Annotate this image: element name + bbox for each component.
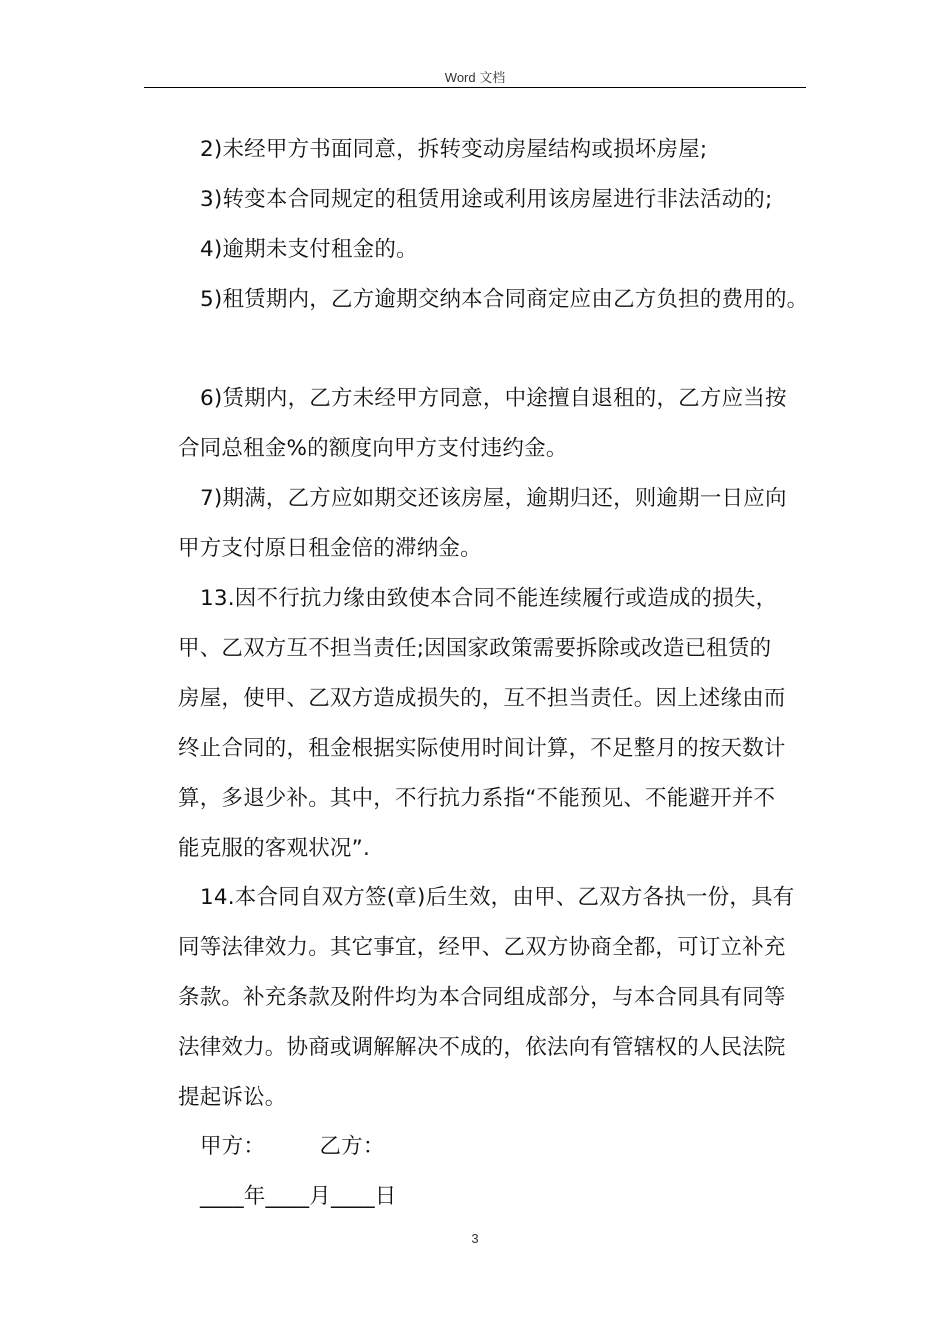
paragraph-line: 甲方支付原日租金倍的滞纳金。: [178, 536, 482, 561]
page-number: 3: [471, 1231, 479, 1246]
paragraph-line: 提起诉讼。: [178, 1085, 287, 1110]
paragraph-line: 13.因不行抗力缘由致使本合同不能连续履行或造成的损失，: [200, 586, 778, 611]
paragraph-line: 算，多退少补。其中，不行抗力系指“不能预见、不能避开并不: [178, 786, 776, 811]
paragraph-line: 3)转变本合同规定的租赁用途或利用该房屋进行非法活动的;: [200, 187, 773, 212]
paragraph-line: 法律效力。协商或调解解决不成的，依法向有管辖权的人民法院: [178, 1035, 786, 1060]
paragraph-line: 条款。补充条款及附件均为本合同组成部分，与本合同具有同等: [178, 985, 786, 1010]
signature-date: ____年____月____日: [200, 1184, 397, 1209]
paragraph-line: 房屋，使甲、乙双方造成损失的，互不担当责任。因上述缘由而: [178, 686, 786, 711]
paragraph-line: 7)期满，乙方应如期交还该房屋，逾期归还，则逾期一日应向: [200, 486, 787, 511]
paragraph-line: 能克服的客观状况”.: [178, 836, 370, 861]
paragraph-line: 6)赁期内，乙方未经甲方同意，中途擅自退租的，乙方应当按: [200, 386, 787, 411]
paragraph-line: 14.本合同自双方签(章)后生效，由甲、乙双方各执一份，具有: [200, 885, 795, 910]
paragraph-line: 合同总租金%的额度向甲方支付违约金。: [178, 436, 568, 461]
paragraph-line: 5)租赁期内，乙方逾期交纳本合同商定应由乙方负担的费用的。: [200, 287, 809, 312]
paragraph-line: 同等法律效力。其它事宜，经甲、乙双方协商全都，可订立补充: [178, 935, 786, 960]
paragraph-line: 甲、乙双方互不担当责任;因国家政策需要拆除或改造已租赁的: [178, 636, 772, 661]
paragraph-line: 2)未经甲方书面同意，拆转变动房屋结构或损坏房屋;: [200, 137, 708, 162]
signature-parties: 甲方： 乙方：: [200, 1134, 385, 1159]
paragraph-line: 终止合同的，租金根据实际使用时间计算，不足整月的按天数计: [178, 736, 786, 761]
paragraph-line: 4)逾期未支付租金的。: [200, 237, 418, 262]
page-header-title: Word 文档: [444, 70, 506, 85]
